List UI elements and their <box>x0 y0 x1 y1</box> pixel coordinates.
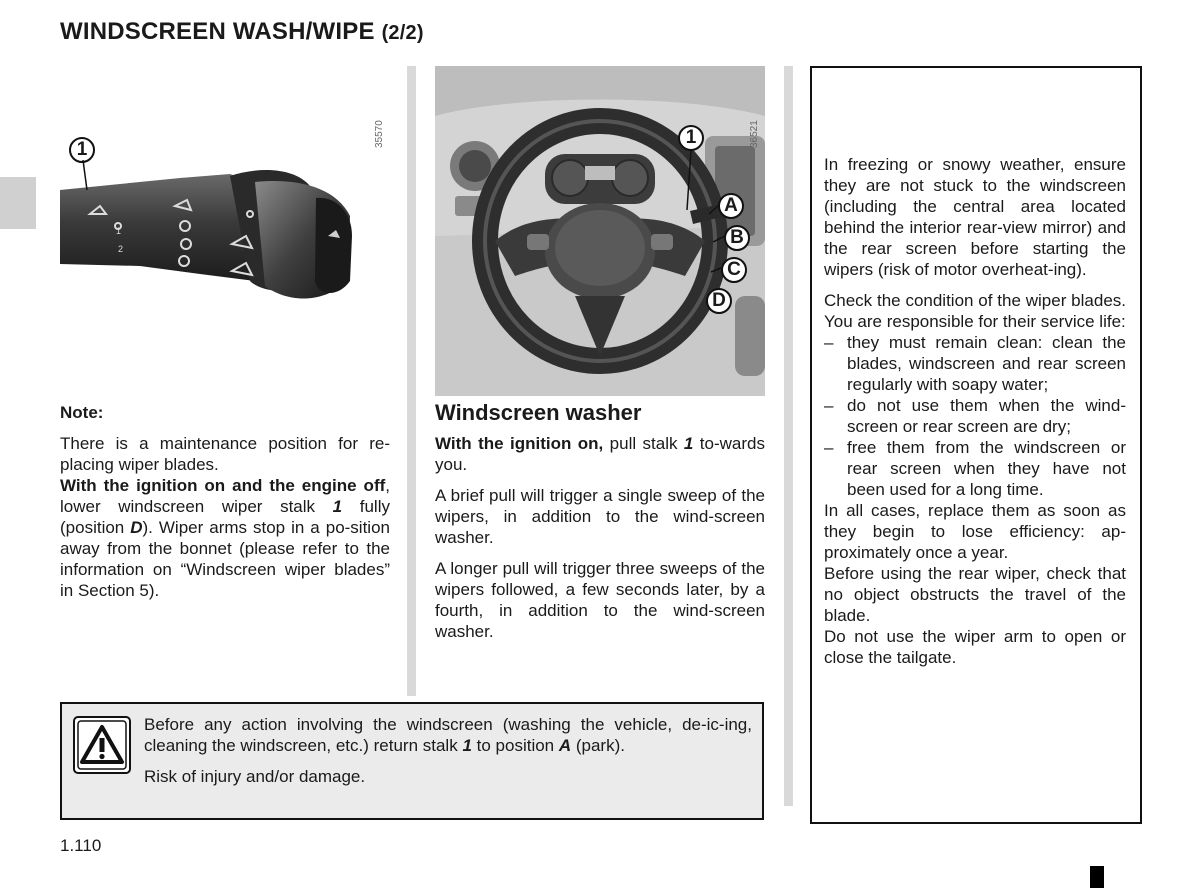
list-item: – they must remain clean: clean the blades, windscreen and rear screen regularly with soapy water; <box>824 332 1126 395</box>
washer-heading: Windscreen washer <box>435 400 642 425</box>
title-suffix: (2/2) <box>381 22 424 44</box>
column-divider-left <box>407 66 416 696</box>
callout-b: B <box>724 225 750 251</box>
warning-text-b: to position <box>471 736 559 755</box>
callout-1-left: 1 <box>69 137 95 163</box>
note-text-a: , lower windscreen wiper stalk <box>60 476 390 516</box>
sidebar-paragraph-1: In freezing or snowy weather, ensure they are not stuck to the windscreen (including the central area located behind the interior rear-view mirror) and the rear screen before starting the wipers (risk of motor overheat-ing). <box>824 155 1126 279</box>
svg-text:1: 1 <box>116 226 122 236</box>
callout-1-right: 1 <box>678 125 704 151</box>
callout-c: C <box>721 257 747 283</box>
washer-section <box>435 402 765 642</box>
warning-text-c: (park). <box>571 736 625 755</box>
warning-box <box>60 702 764 820</box>
page-number: 1.110 <box>60 836 102 855</box>
title-text: WINDSCREEN WASH/WIPE <box>60 18 375 45</box>
section-tab <box>0 177 36 229</box>
callout-leaders-right <box>685 150 725 300</box>
washer-stalk-ref: 1 <box>683 434 694 453</box>
note-paragraph-2 <box>60 475 390 601</box>
callout-leader-left <box>80 160 92 192</box>
callout-a: A <box>718 193 744 219</box>
note-heading: Note: <box>60 403 104 422</box>
column-divider-right <box>784 66 793 806</box>
sidebar-paragraph-2: Check the condition of the wiper blades. You are responsible for their service life: <box>824 291 1126 331</box>
list-item: – do not use them when the wind-screen or rear screen are dry; <box>824 395 1126 437</box>
list-item: – free them from the windscreen or rear screen when they have not been used for a long time. <box>824 437 1126 500</box>
sidebar-note-text <box>824 154 1126 668</box>
page-title <box>60 18 424 46</box>
washer-paragraph-3: A longer pull will trigger three sweeps of the wipers followed, a few seconds later, by a fourth, in addition to the wind-screen washer. <box>435 559 765 641</box>
note-position-ref: D <box>130 518 143 537</box>
warning-text-a: Before any action involving the windscreen (washing the vehicle, de-ic-ing, cleaning the windscreen, etc.) return stalk <box>144 715 752 755</box>
note-bold-lead: With the ignition on and the engine off <box>60 476 386 495</box>
note-text-b: fully (position <box>60 497 390 537</box>
washer-paragraph-2: A brief pull will trigger a single sweep of the wipers, in addition to the wind-screen washer. <box>435 486 765 547</box>
washer-text-b: to-wards you. <box>435 434 765 474</box>
warning-paragraph-2: Risk of injury and/or damage. <box>144 767 366 786</box>
image-code-left: 35570 <box>374 120 385 148</box>
note-text-c: ). Wiper arms stop in a po-sition away from the bonnet (please refer to the information on “Windscreen wiper blades” in Section 5). <box>60 518 390 600</box>
note-paragraph-1: There is a maintenance position for re-placing wiper blades. <box>60 434 390 474</box>
washer-paragraph-1 <box>435 433 765 475</box>
sidebar-paragraph-4: Before using the rear wiper, check that no object obstructs the travel of the blade. <box>824 564 1126 625</box>
sidebar-paragraph-3: In all cases, replace them as soon as they begin to lose efficiency: ap-proximately once a year. <box>824 501 1126 562</box>
wiper-stalk-illustration <box>60 66 390 396</box>
corner-mark <box>1090 866 1104 888</box>
sidebar-paragraph-5: Do not use the wiper arm to open or close the tailgate. <box>824 627 1126 667</box>
warning-text <box>144 714 752 787</box>
note-stalk-ref: 1 <box>332 497 343 516</box>
washer-text-a: pull stalk <box>603 434 684 453</box>
warning-triangle-icon <box>73 716 131 774</box>
warning-stalk-ref: 1 <box>462 736 472 755</box>
wiper-stalk-drawing <box>60 66 390 396</box>
warning-paragraph-1 <box>144 714 752 756</box>
note-section <box>60 402 390 601</box>
warning-position-ref: A <box>558 736 572 755</box>
sidebar-list <box>824 332 1126 500</box>
callout-d: D <box>706 288 732 314</box>
washer-bold-lead: With the ignition on, <box>435 434 604 453</box>
image-code-right: 36521 <box>749 120 760 148</box>
svg-text:2: 2 <box>118 244 124 254</box>
